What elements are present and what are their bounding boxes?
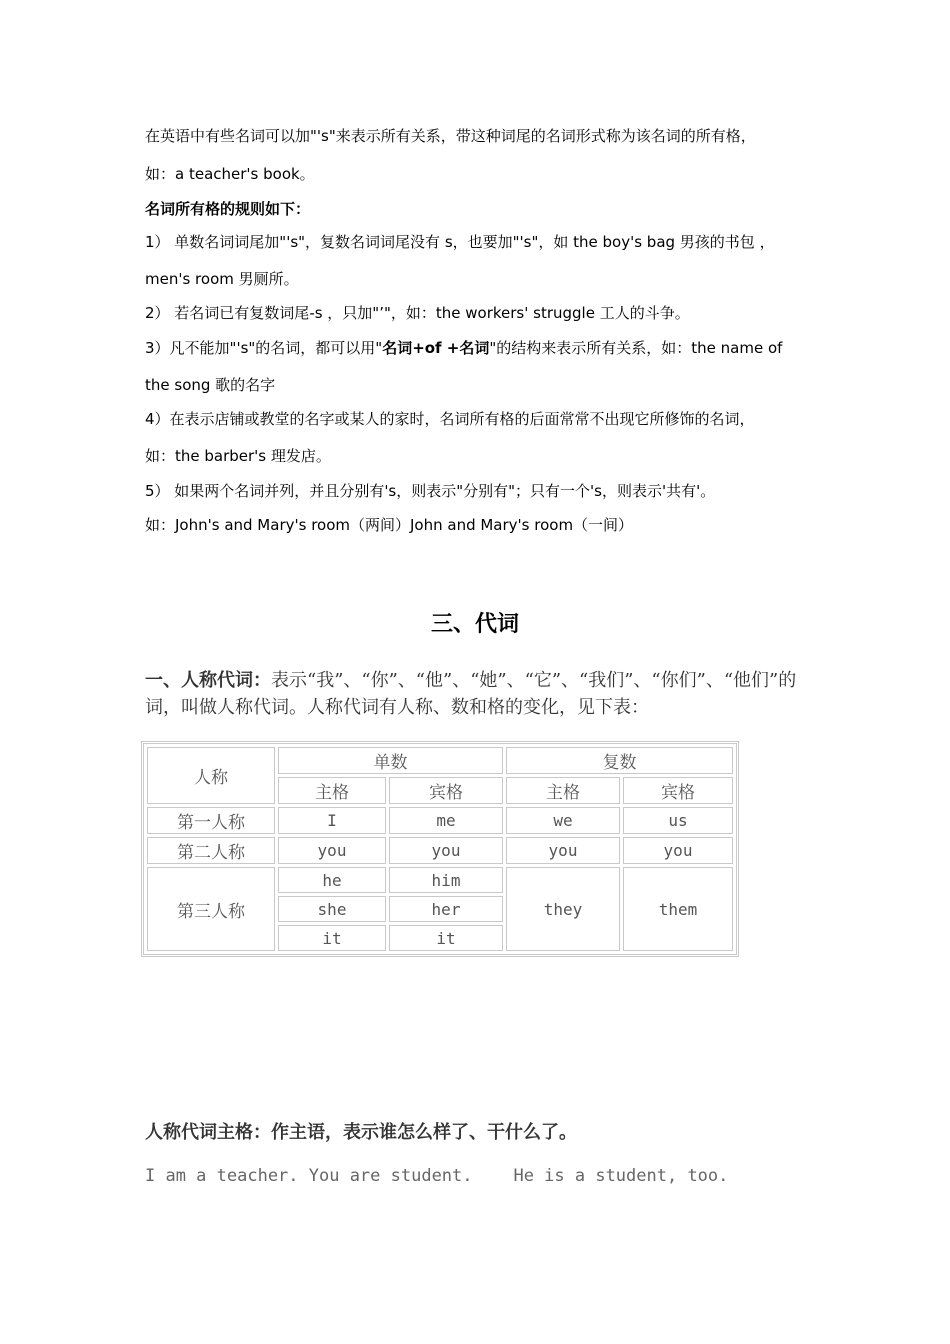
header-plural-objective: 宾格 — [623, 777, 733, 804]
cell: you — [506, 837, 620, 864]
subject-case-heading: 人称代词主格：作主语，表示谁怎么样了、干什么了。 — [145, 1122, 577, 1143]
cell: him — [389, 867, 503, 893]
rule-2: 2） 若名词已有复数词尾-s ，只加"’"，如：the workers' struggle 工人的斗争。 — [145, 304, 690, 322]
header-person: 人称 — [147, 747, 275, 804]
rule-3-line-1 — [145, 338, 782, 358]
row-label: 第一人称 — [147, 807, 275, 834]
table-row — [147, 867, 733, 893]
cell: me — [389, 807, 503, 834]
rule-3-bold: 名词+of +名词 — [382, 339, 490, 357]
rule-3-post: "的结构来表示所有关系，如：the name of — [489, 339, 783, 357]
cell: you — [623, 837, 733, 864]
table-row — [147, 837, 733, 864]
header-singular: 单数 — [278, 747, 503, 774]
rule-1-line-2: men's room 男厕所。 — [145, 270, 299, 288]
section-title: 三、代词 — [430, 612, 519, 637]
rule-1-line-1: 1） 单数名词词尾加"'s"，复数名词词尾没有 s，也要加"'s"，如 the boy's bag 男孩的书包 ， — [145, 233, 775, 251]
header-singular-objective: 宾格 — [389, 777, 503, 804]
header-plural-nominative: 主格 — [506, 777, 620, 804]
row-label: 第三人称 — [147, 867, 275, 951]
cell: I — [278, 807, 386, 834]
personal-pronoun-table — [141, 741, 739, 957]
header-plural: 复数 — [506, 747, 733, 774]
cell: it — [389, 925, 503, 951]
pronoun-intro-lead: 一、人称代词： — [145, 670, 271, 691]
header-singular-nominative: 主格 — [278, 777, 386, 804]
pronoun-intro — [145, 667, 825, 721]
rule-4-line-1: 4）在表示店铺或教堂的名字或某人的家时，名词所有格的后面常常不出现它所修饰的名词， — [145, 410, 755, 428]
rule-5: 5） 如果两个名词并列，并且分别有's，则表示"分别有"；只有一个's，则表示'共有'。 — [145, 482, 716, 500]
rules-title: 名词所有格的规则如下： — [145, 200, 311, 218]
cell: them — [623, 867, 733, 951]
pronoun-intro-text: 表示“我”、“你”、“他”、“她”、“它”、“我们”、“你们”、“他们”的词，叫做人称代词。人称代词有人称、数和格的变化，见下表： — [145, 670, 797, 718]
row-label: 第二人称 — [147, 837, 275, 864]
rule-5-example: 如：John's and Mary's room（两间）John and Mary's room（一间） — [145, 516, 634, 534]
intro-line-2: 如：a teacher's book。 — [145, 165, 315, 183]
cell: he — [278, 867, 386, 893]
cell: we — [506, 807, 620, 834]
rule-3-line-2: the song 歌的名字 — [145, 376, 276, 394]
cell: you — [389, 837, 503, 864]
intro-line-1: 在英语中有些名词可以加"'s"来表示所有关系，带这种词尾的名词形式称为该名词的所有格， — [145, 127, 756, 145]
cell: they — [506, 867, 620, 951]
cell: her — [389, 896, 503, 922]
subject-case-example: I am a teacher. You are student. He is a student, too. — [145, 1166, 729, 1186]
table-row — [147, 807, 733, 834]
cell: she — [278, 896, 386, 922]
rule-4-line-2: 如：the barber's 理发店。 — [145, 447, 331, 465]
cell: it — [278, 925, 386, 951]
cell: us — [623, 807, 733, 834]
cell: you — [278, 837, 386, 864]
rule-3-pre: 3）凡不能加"'s"的名词，都可以用" — [145, 339, 383, 357]
